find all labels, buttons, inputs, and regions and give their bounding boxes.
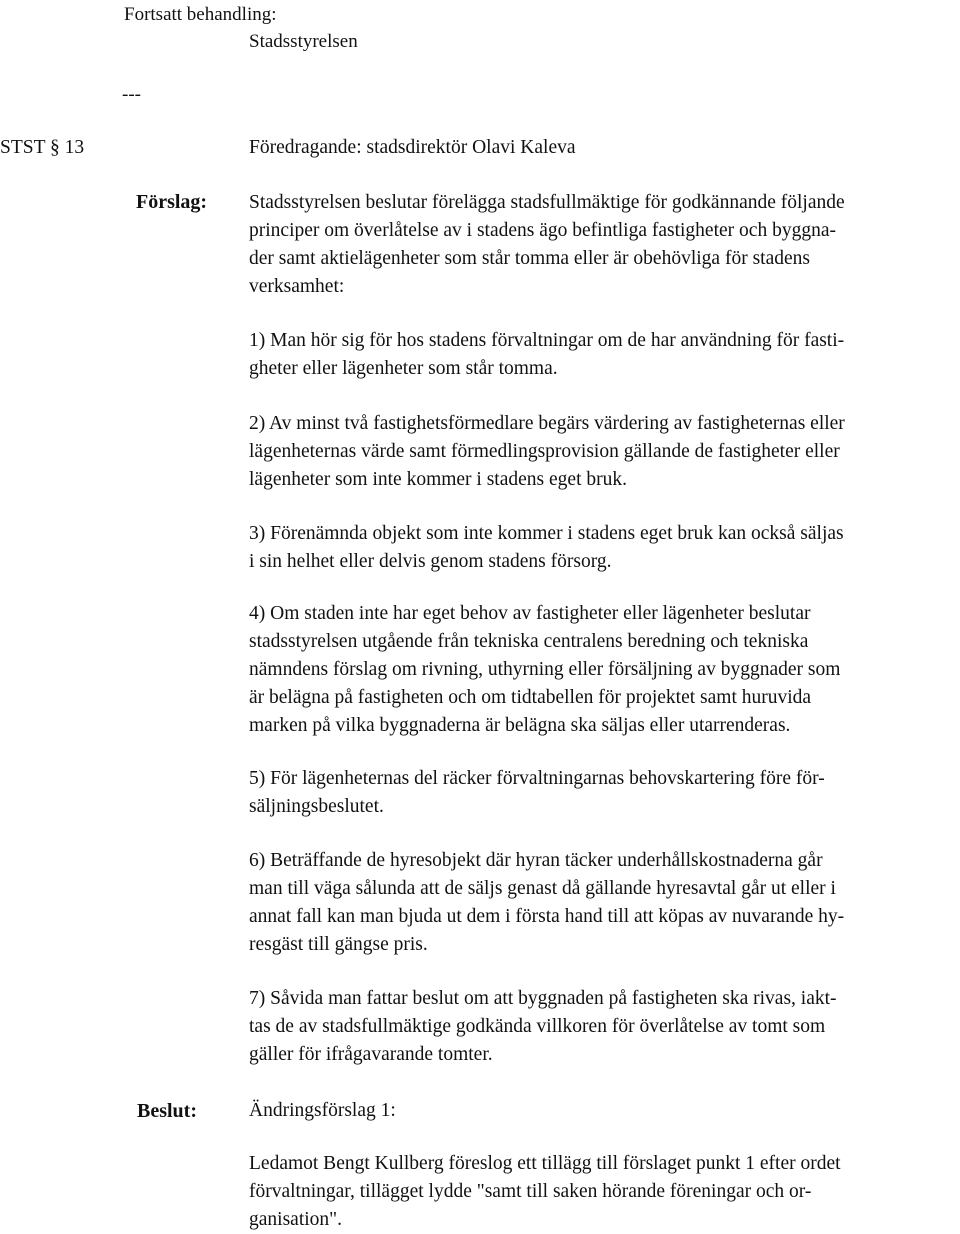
continued-heading: Fortsatt behandling: [124,4,277,25]
text-line: 6) Beträffande de hyresobjekt där hyran täcker underhållskostnaderna går [249,850,823,871]
body-name: Stadsstyrelsen [249,31,358,52]
text-line: 2) Av minst två fastighetsförmedlare begärs värdering av fastigheternas eller [249,413,845,434]
proposal-point-2 [249,410,960,494]
text-line: gheter eller lägenheter som står tomma. [249,358,558,379]
text-line: förvaltningar, tillägget lydde "samt till saken hörande föreningar och or- [249,1181,812,1202]
text-line: är belägna på fastigheten och om tidtabellen för projektet samt huruvida [249,687,812,708]
text-line: 5) För lägenheternas del räcker förvaltningarnas behovskartering före för- [249,768,825,789]
proposal-point-1 [249,327,960,383]
text-line: 7) Såvida man fattar beslut om att byggnaden på fastigheten ska rivas, iakt- [249,988,837,1009]
text-line: Stadsstyrelsen beslutar förelägga stadsfullmäktige för godkännande följande [249,192,845,213]
text-line: 4) Om staden inte har eget behov av fastigheter eller lägenheter beslutar [249,603,811,624]
text-line: säljningsbeslutet. [249,796,384,817]
text-line: marken på vilka byggnaderna är belägna ska säljas eller utarrenderas. [249,715,791,736]
proposal-point-4 [249,600,960,740]
proposal-label: Förslag: [136,191,208,213]
text-line: gäller för ifrågavarande tomter. [249,1044,493,1065]
decision-label: Beslut: [137,1100,197,1122]
case-id: STST § 13 [0,137,85,158]
proposal-point-3 [249,520,960,576]
text-line: 1) Man hör sig för hos stadens förvaltningar om de har användning för fasti- [249,330,845,351]
separator: --- [122,84,141,105]
text-line: i sin helhet eller delvis genom stadens försorg. [249,551,612,572]
text-line: Ledamot Bengt Kullberg föreslog ett tillägg till förslaget punkt 1 efter ordet [249,1153,841,1174]
text-line: principer om överlåtelse av i stadens ägo befintliga fastigheter och byggna- [249,220,836,241]
text-line: lägenheter som inte kommer i stadens eget bruk. [249,469,627,490]
proposal-point-7 [249,985,960,1069]
proposal-point-5 [249,765,960,821]
text-line: 3) Förenämnda objekt som inte kommer i stadens eget bruk kan också säljas [249,523,844,544]
text-line: verksamhet: [249,276,345,297]
text-line: lägenheternas värde samt förmedlingsprovision gällande de fastigheter eller [249,441,840,462]
text-line: stadsstyrelsen utgående från tekniska centralens beredning och tekniska [249,631,809,652]
text-line: resgäst till gängse pris. [249,934,428,955]
proposal-point-6 [249,847,960,959]
text-line: annat fall kan man bjuda ut dem i första hand till att köpas av nuvarande hy- [249,906,845,927]
text-line: nämndens förslag om rivning, uthyrning eller försäljning av byggnader som [249,659,841,680]
text-line: der samt aktielägenheter som står tomma eller är obehövliga för stadens [249,248,810,269]
text-line: tas de av stadsfullmäktige godkända villkoren för överlåtelse av tomt som [249,1016,826,1037]
presenter-line: Föredragande: stadsdirektör Olavi Kaleva [249,137,576,158]
text-line: man till väga sålunda att de säljs genast då gällande hyresavtal går ut eller i [249,878,836,899]
amendment-title: Ändringsförslag 1: [249,1100,396,1121]
amendment-text [249,1150,960,1234]
text-line: ganisation". [249,1209,342,1230]
proposal-intro [249,189,960,301]
